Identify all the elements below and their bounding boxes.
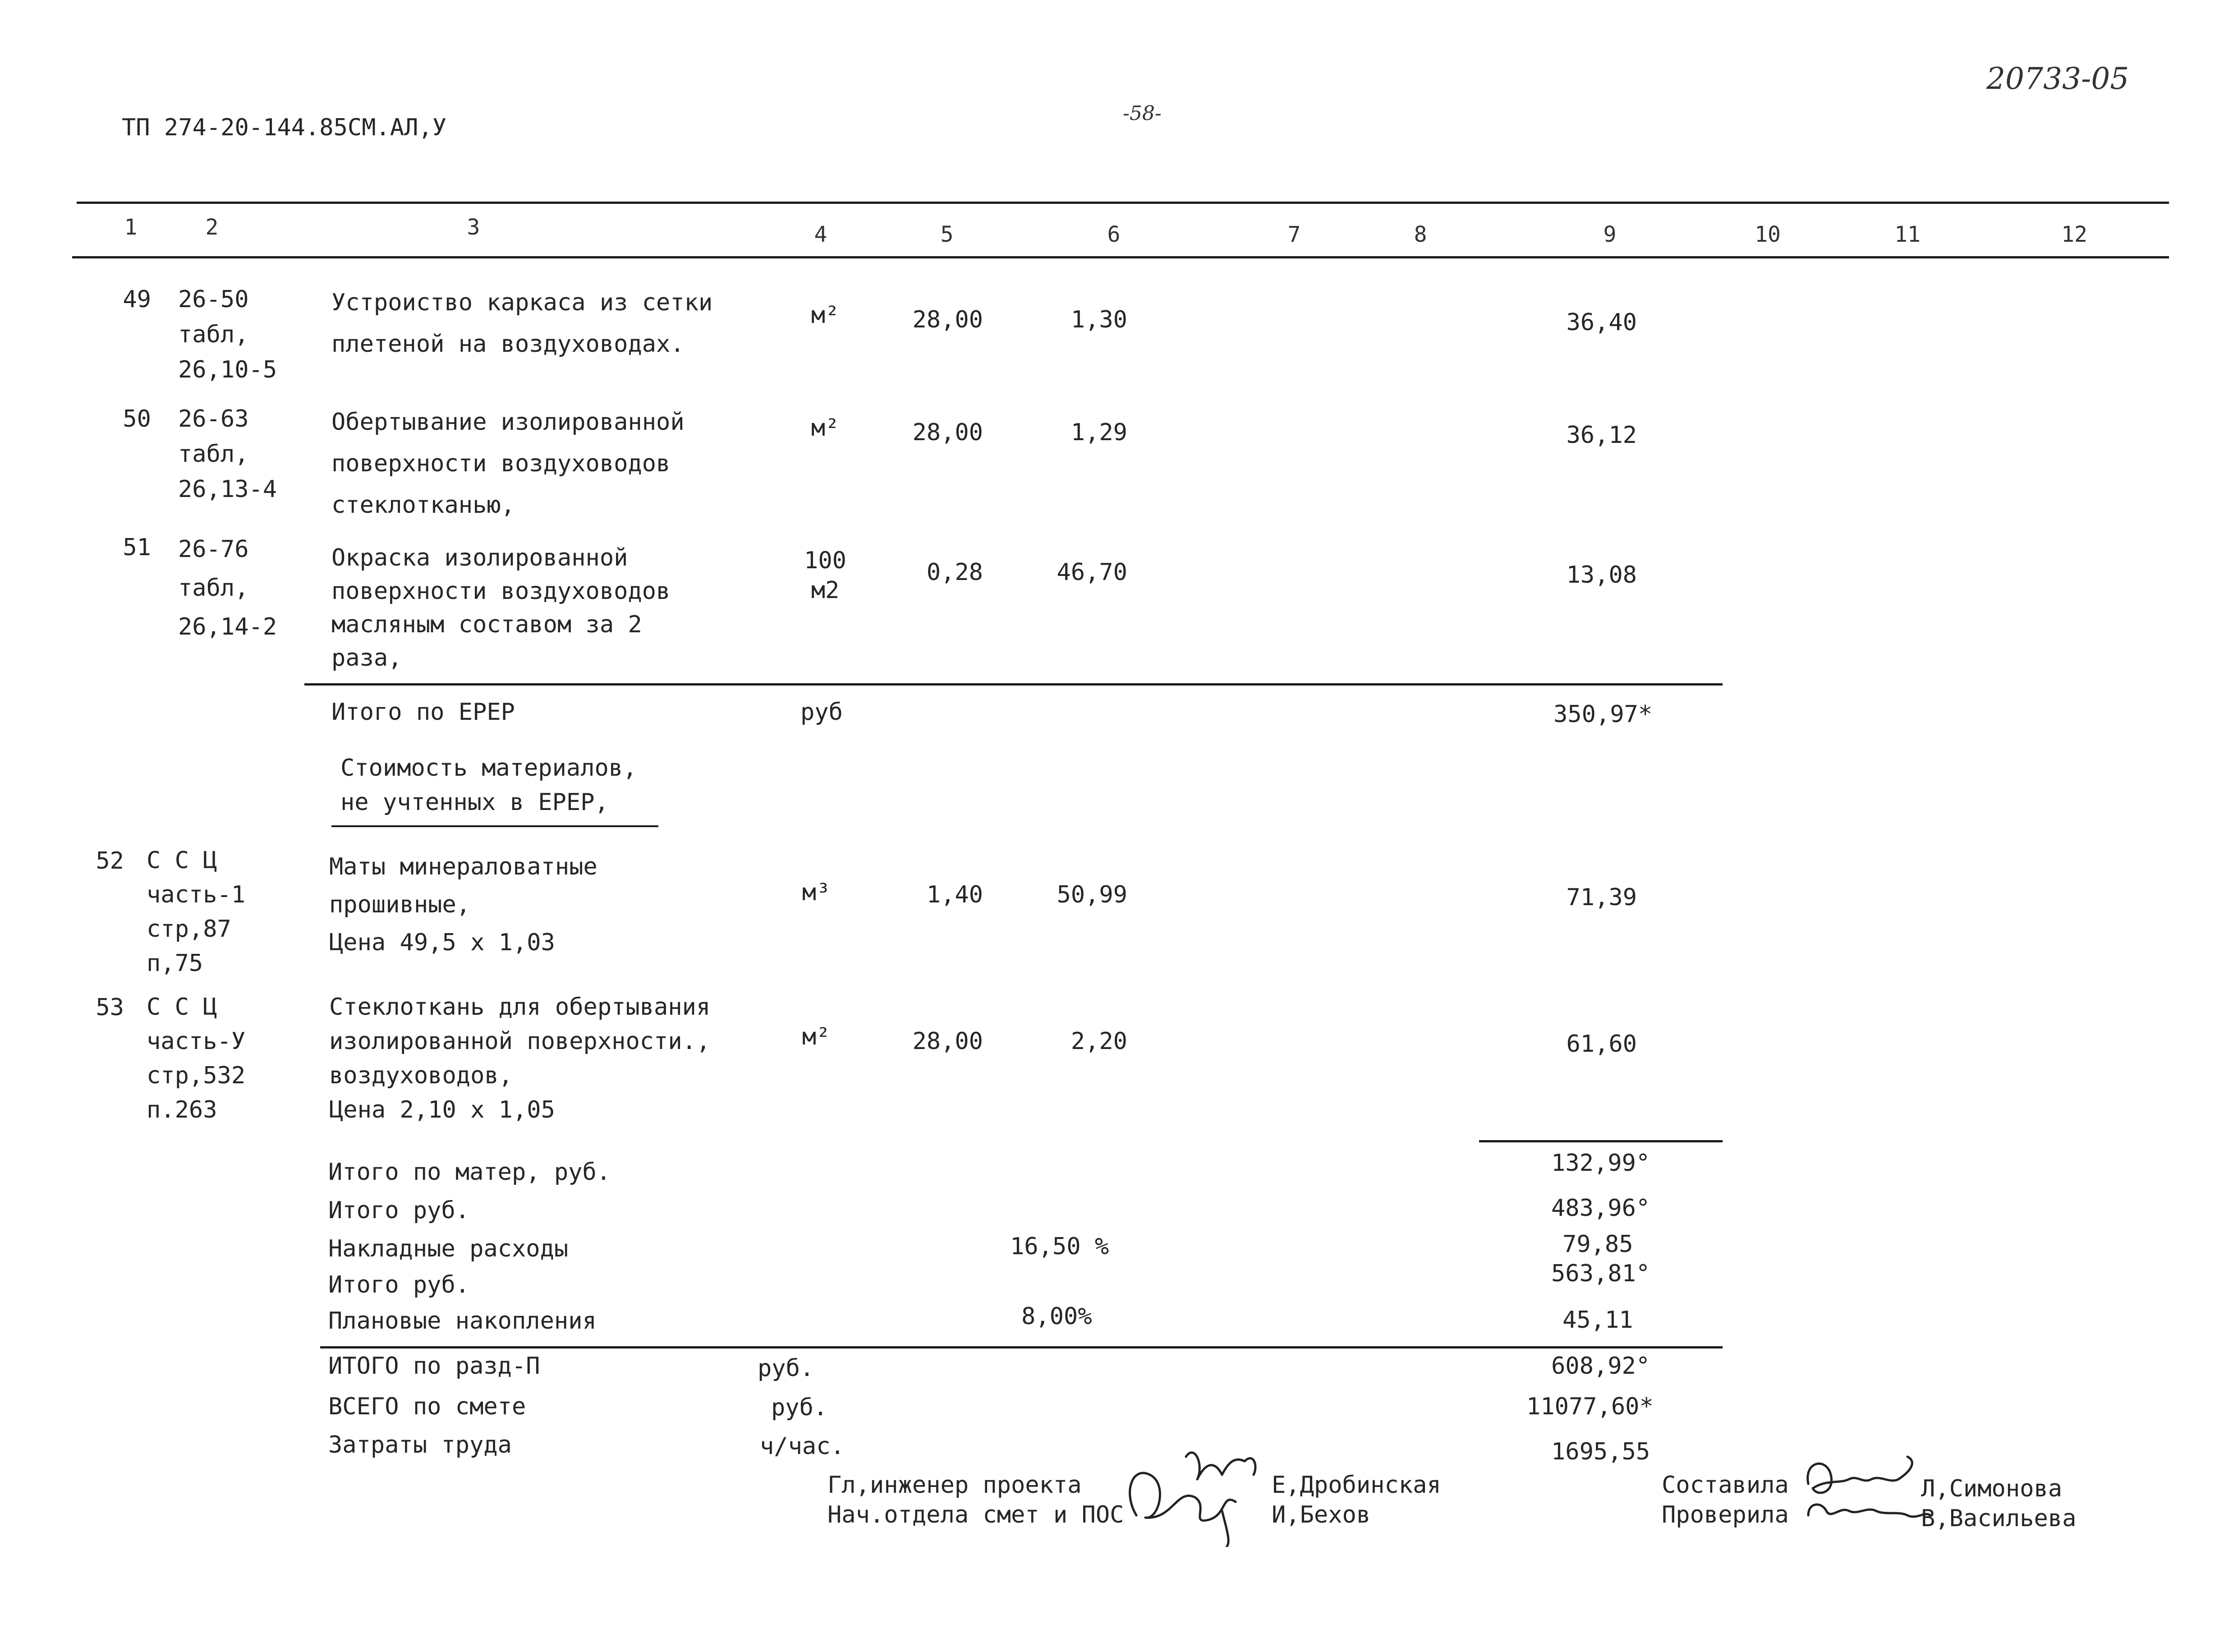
col-header: 4	[814, 222, 827, 247]
summary-percent: 16,50 %	[1010, 1233, 1109, 1260]
row-price: 46,70	[1057, 559, 1127, 586]
final-total: 608,92°	[1551, 1353, 1650, 1380]
handwritten-signature	[1799, 1452, 1935, 1538]
row-name: Окраска изолированной поверхности воздуховодов масляным составом за 2 раза,	[331, 544, 671, 672]
row-unit: 100 м2	[804, 547, 846, 604]
col-header: 1	[124, 215, 138, 240]
row-unit: м²	[811, 414, 840, 442]
row-price: 50,99	[1057, 881, 1127, 908]
final-label: Затраты труда	[328, 1431, 512, 1459]
row-quantity: 28,00	[912, 419, 983, 446]
row-reference: С С Ц часть-1 стр,87 п,75	[147, 847, 246, 977]
dept-head-title: Нач.отдела смет и ПОС	[827, 1501, 1124, 1528]
final-label: ИТОГО по разд-П	[328, 1353, 540, 1380]
row-number: 52	[96, 847, 124, 874]
summary-label: Итого руб.	[328, 1271, 470, 1298]
row-quantity: 28,00	[912, 1028, 983, 1055]
row-total: 36,40	[1566, 309, 1637, 336]
row-name: Стеклоткань для обертывания изолированной поверхности., воздуховодов, Цена 2,10 х 1,05	[329, 994, 711, 1123]
row-price: 2,20	[1071, 1028, 1127, 1055]
row-number: 51	[123, 534, 151, 561]
summary-total: 79,85	[1562, 1231, 1633, 1258]
summary-label: Итого по матер, руб.	[328, 1159, 611, 1186]
row-total: 36,12	[1566, 422, 1637, 449]
final-unit: ч/час.	[760, 1433, 845, 1460]
page-number: -58-	[1123, 102, 1162, 125]
row-unit: м³	[802, 879, 831, 906]
row-number: 49	[123, 286, 151, 313]
section-rule	[304, 683, 1723, 686]
header-bottom-rule	[72, 256, 2169, 258]
col-header: 8	[1414, 222, 1427, 247]
checked-by-title: Проверила	[1662, 1501, 1789, 1528]
summary-percent: 8,00%	[1021, 1303, 1092, 1330]
summary-total: 132,99°	[1551, 1150, 1650, 1177]
row-number: 53	[96, 994, 124, 1021]
row-quantity: 28,00	[912, 306, 983, 333]
compiled-by-title: Составила	[1662, 1472, 1789, 1499]
summary-label: Итого руб.	[328, 1197, 470, 1224]
checked-by-name: В,Васильева	[1921, 1505, 2077, 1532]
subtotal-label: Итого по ЕРЕР	[331, 699, 515, 726]
final-total: 1695,55	[1551, 1438, 1650, 1465]
row-name: Обертывание изолированной поверхности воздуховодов стеклотканью,	[331, 409, 685, 519]
materials-heading-rule	[331, 825, 658, 827]
col-header: 10	[1755, 222, 1781, 247]
row-total: 71,39	[1566, 884, 1637, 911]
section-rule	[1479, 1140, 1723, 1142]
summary-total: 483,96°	[1551, 1195, 1650, 1222]
materials-heading: Стоимость материалов, не учтенных в ЕРЕР,	[340, 755, 637, 816]
final-unit: руб.	[771, 1394, 828, 1421]
chief-engineer-name: Е,Дробинская	[1272, 1472, 1441, 1499]
row-number: 50	[123, 405, 151, 433]
row-price: 1,29	[1071, 419, 1127, 446]
col-header: 2	[205, 215, 219, 240]
row-name: Маты минераловатные прошивные, Цена 49,5 х 1,03	[329, 853, 597, 956]
row-quantity: 1,40	[926, 881, 983, 908]
subtotal-total: 350,97*	[1553, 701, 1653, 728]
summary-total: 563,81°	[1551, 1260, 1650, 1287]
row-unit: м²	[811, 302, 840, 329]
row-total: 61,60	[1566, 1031, 1637, 1058]
row-name: Устроиство каркаса из сетки плетеной на воздуховодах.	[331, 289, 713, 358]
summary-total: 45,11	[1562, 1307, 1633, 1334]
col-header: 7	[1287, 222, 1301, 247]
col-header: 12	[2061, 222, 2087, 247]
summary-label: Плановые накопления	[328, 1307, 597, 1334]
row-reference: 26-50 табл, 26,10-5	[178, 286, 277, 383]
summary-label: Накладные расходы	[328, 1235, 569, 1262]
row-reference: 26-63 табл, 26,13-4	[178, 405, 277, 503]
col-header: 6	[1107, 222, 1121, 247]
row-total: 13,08	[1566, 561, 1637, 589]
row-quantity: 0,28	[926, 559, 983, 586]
row-unit: м²	[802, 1023, 831, 1050]
row-reference: 26-76 табл, 26,14-2	[178, 536, 277, 640]
header-top-rule	[77, 202, 2169, 204]
final-label: ВСЕГО по смете	[328, 1393, 526, 1420]
handwritten-signature	[1118, 1439, 1267, 1547]
final-unit: руб.	[758, 1355, 814, 1382]
archive-number: 20733-05	[1986, 61, 2129, 96]
subtotal-unit: руб	[800, 699, 843, 726]
final-total: 11077,60*	[1526, 1393, 1654, 1420]
document-code: ТП 274-20-144.85СМ.АЛ,У	[122, 114, 447, 141]
row-price: 1,30	[1071, 306, 1127, 333]
dept-head-name: И,Бехов	[1272, 1501, 1371, 1528]
compiled-by-name: Л,Симонова	[1921, 1475, 2063, 1502]
row-reference: С С Ц часть-У стр,532 п.263	[147, 994, 246, 1123]
col-header: 5	[940, 222, 954, 247]
col-header: 3	[467, 215, 480, 240]
chief-engineer-title: Гл,инженер проекта	[827, 1472, 1082, 1499]
col-header: 11	[1894, 222, 1921, 247]
col-header: 9	[1603, 222, 1617, 247]
